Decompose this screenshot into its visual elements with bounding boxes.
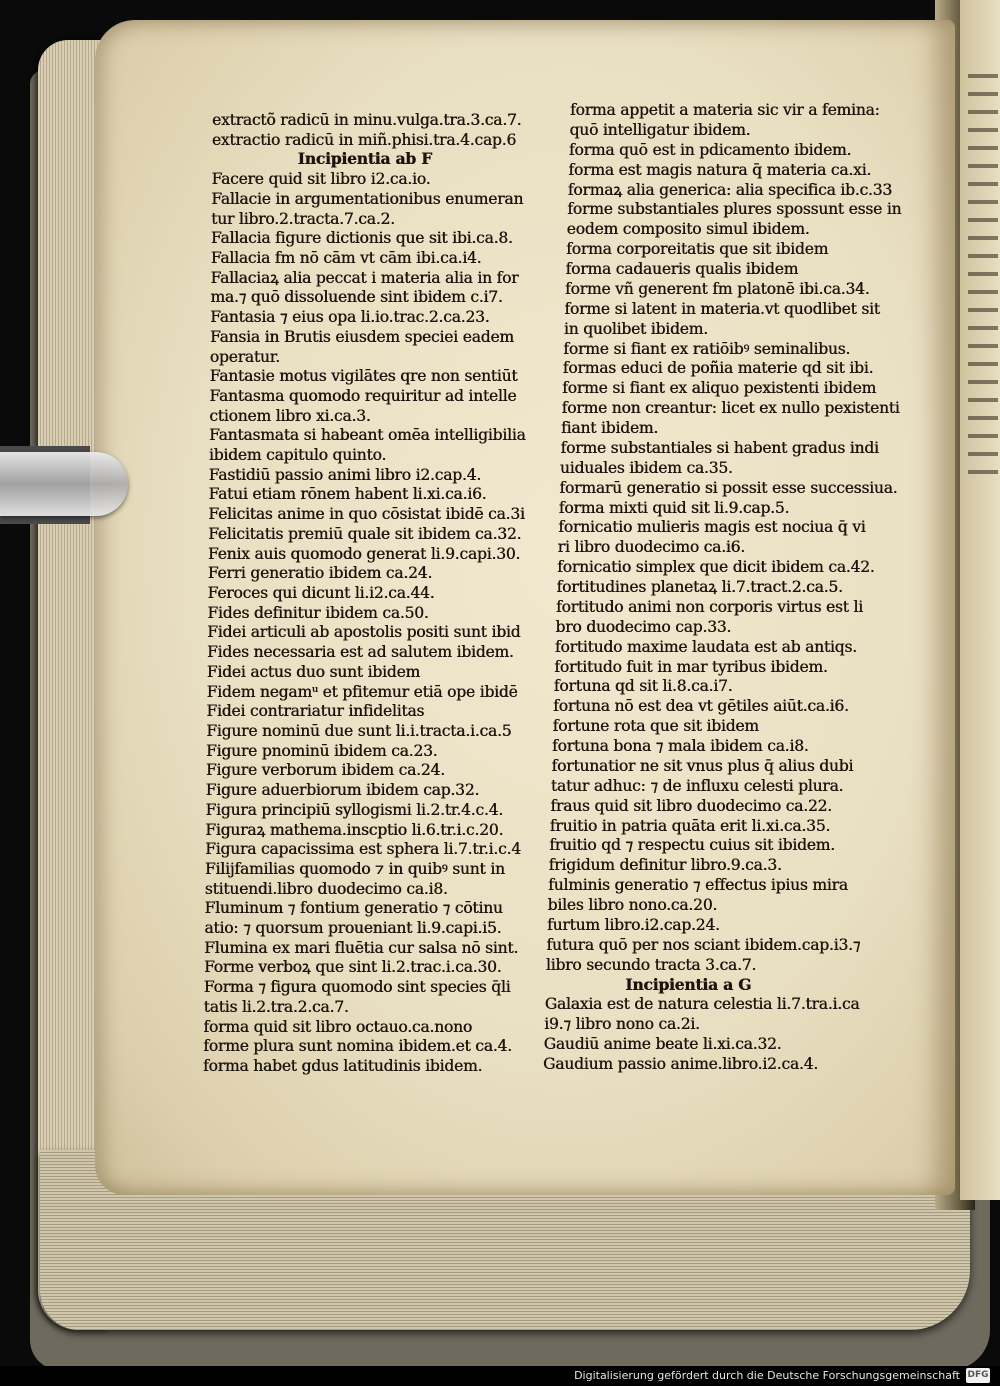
- index-entry: tatis li.2.tra.2.ca.7.: [203, 997, 349, 1016]
- index-entry: fortuna nō est dea vt gētiles aiūt.ca.i6.: [553, 697, 849, 716]
- index-entry: Flumina ex mari fluētia cur salsa nō sint.: [204, 938, 519, 957]
- index-entry: fornicatio mulieris magis est nociua q̄ vi: [558, 518, 866, 537]
- index-entry: Figure nominū due sunt li.i.tracta.i.ca.5: [206, 721, 512, 740]
- index-entry: Forme verboꝝ que sint li.2.trac.i.ca.30.: [203, 958, 502, 977]
- index-entry: frigidum definitur libro.9.ca.3.: [548, 856, 782, 875]
- index-entry: fortitudo animi non corporis virtus est li: [555, 597, 863, 616]
- index-entry: Felicitas anime in quo cōsistat ibidē ca.3i: [208, 505, 525, 524]
- index-entry: Feroces qui dicunt li.i2.ca.44.: [207, 584, 435, 602]
- index-entry: ctionem libro xi.ca.3.: [209, 406, 371, 425]
- index-entry: Fallacie in argumentationibus enumeran: [211, 189, 524, 208]
- index-entry: Felicitatis premiū quale sit ibidem ca.32.: [208, 524, 522, 543]
- index-entry: Forma ⁊ figura quomodo sint species q̄li: [203, 978, 511, 997]
- index-entry: ibidem capitulo quinto.: [208, 446, 387, 465]
- index-entry: formarū generatio si possit esse successiua.: [559, 478, 898, 497]
- index-entry: Fastidiū passio animi libro i2.cap.4.: [208, 465, 481, 484]
- index-entry: Galaxia est de natura celestia li.7.tra.i.ca: [544, 995, 860, 1014]
- index-entry: formaꝝ alia generica: alia specifica ib.c.33: [567, 180, 892, 199]
- index-entry: Fidei articuli ab apostolis positi sunt ibid: [207, 623, 521, 642]
- index-entry: furtum libro.i2.cap.24.: [546, 915, 720, 934]
- index-entry: Fluminum ⁊ fontium generatio ⁊ cōtinu: [204, 899, 503, 918]
- index-entry: Fallaciaꝝ alia peccat i materia alia in for: [210, 268, 519, 287]
- index-entry: forme substantiales si habent gradus indi: [560, 438, 879, 457]
- index-entry: ri libro duodecimo ca.i6.: [557, 538, 745, 557]
- index-entry: forma corporeitatis que sit ibidem: [566, 240, 829, 259]
- index-entry: fiant ibidem.: [561, 419, 659, 437]
- index-entry: Figuraꝝ mathema.inscptio li.6.tr.i.c.20.: [205, 820, 504, 839]
- index-entry: forma quō est in pdicamento ibidem.: [568, 140, 852, 159]
- index-entry: libro secundo tracta 3.ca.7.: [545, 955, 757, 974]
- index-entry: fortitudo maxime laudata est ab antiqs.: [554, 637, 857, 656]
- index-entry: forme si fiant ex aliquo pexistenti ibidem: [562, 379, 876, 398]
- index-entry: fortitudines planetaꝝ li.7.tract.2.ca.5.: [556, 578, 843, 596]
- index-entry: Fantasia ⁊ eius opa li.io.trac.2.ca.23.: [210, 308, 490, 327]
- index-entry: forme si latent in materia.vt quodlibet sit: [564, 299, 880, 318]
- index-entry: quō intelligatur ibidem.: [569, 120, 751, 139]
- index-entry: Fantasie motus vigilātes qre non sentiūt: [209, 367, 518, 386]
- index-entry: forma habet gdus latitudinis ibidem.: [203, 1057, 483, 1075]
- index-entry: Fantasma quomodo requiritur ad intelle: [209, 386, 517, 405]
- index-entry: forma est magis natura q̄ materia ca.xi.: [568, 160, 872, 179]
- index-entry: Fatui etiam rōnem habent li.xi.ca.i6.: [208, 485, 487, 504]
- index-entry: operatur.: [209, 347, 280, 366]
- index-entry: Fansia in Brutis eiusdem speciei eadem: [209, 327, 514, 346]
- index-entry: forme plura sunt nomina ibidem.et ca.4.: [203, 1037, 512, 1056]
- index-entry: Fallacia figure dictionis que sit ibi.ca.8.: [210, 229, 513, 248]
- index-entry: fraus quid sit libro duodecimo ca.22.: [550, 796, 832, 815]
- index-entry: Fidem negamᵘ et pfitemur etiā ope ibidē: [206, 682, 518, 701]
- facing-page-edge: [960, 0, 1000, 1200]
- index-entry: tur libro.2.tracta.7.ca.2.: [211, 209, 395, 228]
- index-entry: eodem composito simul ibidem.: [566, 220, 810, 239]
- facing-page-text-fragment: [968, 60, 998, 480]
- index-entry: forme non creantur: licet ex nullo pexistenti: [561, 399, 900, 418]
- index-entry: Figure pnominū ibidem ca.23.: [206, 741, 438, 760]
- digitization-credit: Digitalisierung gefördert durch die Deutsche Forschungsgemeinschaft: [574, 1369, 960, 1382]
- index-entry: forme substantiales plures spossunt esse in: [567, 200, 902, 219]
- index-entry: fulminis generatio ⁊ effectus ipius mira: [548, 876, 848, 895]
- index-entry: Fenix auis quomodo generat li.9.capi.30.: [207, 544, 521, 563]
- index-entry: in quolibet ibidem.: [563, 319, 708, 338]
- index-entry: Facere quid sit libro i2.ca.io.: [211, 170, 431, 189]
- page-holder-clip: [0, 452, 128, 516]
- index-entry: fornicatio simplex que dicit ibidem ca.42.: [557, 558, 875, 577]
- index-entry: uiduales ibidem ca.35.: [559, 458, 733, 477]
- index-entry: Fidei contrariatur infidelitas: [206, 702, 425, 721]
- index-entry: fortuna qd sit li.8.ca.i7.: [553, 677, 733, 696]
- section-heading: Incipientia ab F: [297, 149, 432, 169]
- index-entry: Fides necessaria est ad salutem ibidem.: [206, 643, 514, 662]
- index-entry: ma.⁊ quō dissoluende sint ibidem c.i7.: [210, 288, 503, 307]
- index-entry: Fantasmata si habeant omēa intelligibilia: [209, 426, 526, 445]
- index-entry: Figure aduerbiorum ibidem cap.32.: [205, 781, 480, 800]
- index-entry: biles libro nono.ca.20.: [547, 896, 718, 914]
- index-entry: Fides definitur ibidem ca.50.: [207, 603, 429, 622]
- index-entry: Figura capacissima est sphera li.7.tr.i.c.4: [205, 840, 521, 859]
- index-entry: forma cadaueris qualis ibidem: [565, 260, 799, 278]
- index-entry: forma quid sit libro octauo.ca.nono: [203, 1017, 472, 1036]
- index-entry: bro duodecimo cap.33.: [555, 617, 732, 636]
- index-entry: fruitio qd ⁊ respectu cuius sit ibidem.: [549, 836, 835, 855]
- index-entry: Figure verborum ibidem ca.24.: [205, 761, 445, 780]
- index-entry: stituendi.libro duodecimo ca.i8.: [204, 879, 448, 898]
- index-entry: Ferri generatio ibidem ca.24.: [207, 564, 433, 583]
- index-entry: formas educi de poñia materie qd sit ibi.: [562, 359, 874, 378]
- index-entry: forma appetit a materia sic vir a femina:: [570, 101, 880, 119]
- index-entry: Fidei actus duo sunt ibidem: [206, 662, 420, 681]
- index-entry: Gaudiū anime beate li.xi.ca.32.: [543, 1035, 782, 1054]
- index-entry: forme vñ generent fm platonē ibi.ca.34.: [564, 279, 870, 298]
- index-entry: Gaudium passio anime.libro.i2.ca.4.: [543, 1055, 818, 1073]
- index-entry: Fallacia fm nō cām vt cām ibi.ca.i4.: [210, 248, 482, 267]
- index-entry: fortitudo fuit in mar tyribus ibidem.: [554, 657, 828, 676]
- dfg-logo: DFG: [966, 1368, 990, 1383]
- index-entry: atio: ⁊ quorsum proueniant li.9.capi.i5.: [204, 919, 502, 938]
- index-entry: i9.⁊ libro nono ca.2i.: [544, 1015, 700, 1034]
- index-entry: Filijfamilias quomodo ⁊ in quibꝰ sunt in: [204, 859, 505, 878]
- section-heading: Incipientia a G: [625, 974, 752, 994]
- index-entry: fortuna bona ⁊ mala ibidem ca.i8.: [552, 737, 809, 755]
- index-entry: fruitio in patria quāta erit li.xi.ca.35.: [549, 816, 831, 835]
- index-entry: extractio radicū in miñ.phisi.tra.4.cap.6: [211, 130, 517, 149]
- index-entry: futura quō per nos sciant ibidem.cap.i3.⁊: [546, 935, 861, 954]
- index-entry: tatur adhuc: ⁊ de influxu celesti plura.: [550, 776, 844, 795]
- index-entry: extractõ radicū in minu.vulga.tra.3.ca.7.: [212, 111, 522, 129]
- index-entry: fortune rota que sit ibidem: [552, 717, 759, 736]
- index-entry: Figura principiū syllogismi li.2.tr.4.c.4.: [205, 800, 503, 819]
- index-entry: fortunatior ne sit vnus plus q̄ alius dubi: [551, 756, 854, 775]
- index-entry: forma mixti quid sit li.9.cap.5.: [558, 498, 790, 517]
- index-entry: forme si fiant ex ratiōibꝰ seminalibus.: [563, 339, 851, 358]
